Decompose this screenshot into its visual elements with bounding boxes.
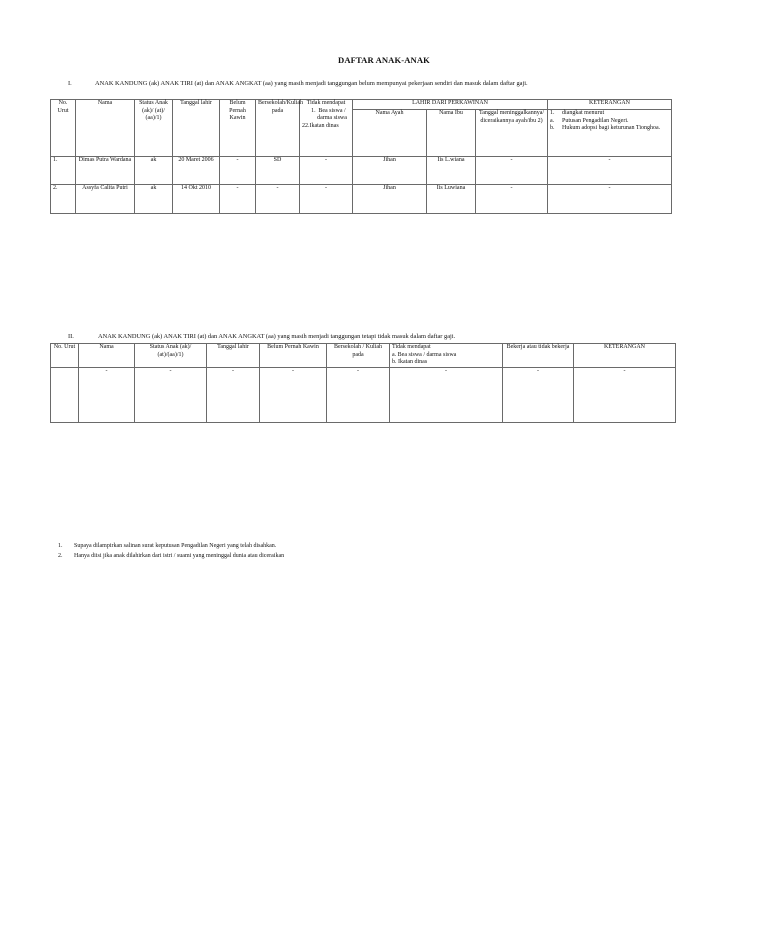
header2-no-urut: No. Urut <box>51 344 79 368</box>
header-nama-ibu: Nama Ibu <box>427 110 476 157</box>
row2-1-nama: - <box>79 367 135 422</box>
header-tidak-mendapat-label: Tidak mendapat <box>306 100 346 106</box>
row2-1-no <box>51 367 79 422</box>
header2-status-anak: Status Anak (ak)/ (at)/(aa)/1) <box>135 344 207 368</box>
table-row <box>51 185 672 214</box>
header-tidak-mendapat-item-2: 22.Ikatan dinas <box>302 122 339 129</box>
row-1-nama-ayah: Jihan <box>353 157 427 185</box>
row-1-belum-kawin: - <box>220 157 256 185</box>
header-keterangan-list <box>548 110 672 157</box>
section-1-heading-text: ANAK KANDUNG (ak) ANAK TIRI (at) dan ANAK ANGKAT (aa) yang masih menjadi tanggungan belum mempunyai pekerjaan sendiri dan masuk dalam daftar gaji. <box>95 80 528 87</box>
footnote-1-text: Supaya dilampirkan salinan surat keputusan Pengadilan Negeri yang telah disahkan. <box>74 543 277 549</box>
header2-tidak-mendapat-b: b. Ikatan dinas <box>392 359 428 365</box>
footnote-2 <box>58 551 284 561</box>
section-1-heading <box>68 80 528 87</box>
row-1-tanggal-lahir: 20 Maret 2006 <box>173 157 220 185</box>
row2-1-status: - <box>135 367 207 422</box>
header-keterangan: KETERANGAN <box>548 100 672 110</box>
header-nama-ayah: Nama Ayah <box>353 110 427 157</box>
row-1-status: ak <box>135 157 173 185</box>
row-1-tidak-mendapat: - <box>300 157 353 185</box>
row2-1-tidak-mendapat: - <box>390 367 503 422</box>
header2-tanggal-lahir: Tanggal lahir <box>207 344 260 368</box>
header2-nama: Nama <box>79 344 135 368</box>
header2-keterangan: KETERANGAN <box>574 344 676 368</box>
row-2-tidak-mendapat: - <box>300 185 353 214</box>
header-tidak-mendapat <box>300 100 353 157</box>
header2-tidak-mendapat <box>390 344 503 368</box>
row-1-no: 1. <box>51 157 76 185</box>
header-belum-pernah-kawin: Belum Pernah Kawin <box>220 100 256 157</box>
header2-bekerja: Bekerja atau tidak bekerja <box>503 344 574 368</box>
header2-belum-pernah-kawin: Belum Pernah Kawin <box>260 344 327 368</box>
section-2-number: II. <box>68 333 74 340</box>
keterangan-item-a: a. Putusan Pengadilan Negeri. <box>550 117 629 124</box>
table-section-1 <box>50 99 672 214</box>
row2-1-keterangan: - <box>574 367 676 422</box>
row-2-keterangan: - <box>548 185 672 214</box>
footnote-1-number: 1. <box>58 543 63 549</box>
section-1-number: I. <box>68 80 72 87</box>
row-2-nama-ibu: Iis Luwiana <box>427 185 476 214</box>
row-2-bersekolah: - <box>256 185 300 214</box>
keterangan-item-1: 1. diangkat menurut <box>550 110 605 116</box>
row2-1-bekerja: - <box>503 367 574 422</box>
table-row <box>51 157 672 185</box>
section-2-heading-text: ANAK KANDUNG (ak) ANAK TIRI (at) dan ANAK ANGKAT (aa) yang masih menjadi tanggungan tetapi tidak masuk dalam daftar gaji. <box>98 333 456 340</box>
footnote-2-number: 2. <box>58 553 63 559</box>
footnote-2-text: Hanya diisi jika anak dilahirkan dari istri / suami yang meninggal dunia atau diceraikan <box>74 553 285 559</box>
header2-bersekolah: Bersekolah / Kuliah pada <box>327 344 390 368</box>
table-row <box>51 367 676 422</box>
row-2-nama-ayah: Jihan <box>353 185 427 214</box>
row-1-tanggal-meninggal: - <box>476 157 548 185</box>
section-2-heading <box>68 333 455 340</box>
footnote-1 <box>58 541 284 551</box>
row2-1-belum-kawin: - <box>260 367 327 422</box>
row-2-nama: Assyfa Calita Putri <box>76 185 135 214</box>
row-2-tanggal-meninggal: - <box>476 185 548 214</box>
header2-tidak-mendapat-a: a. Bea siswa / darma siswa <box>392 351 457 358</box>
row-1-nama-ibu: Iis L.wiana <box>427 157 476 185</box>
header-nama: Nama <box>76 100 135 157</box>
header-tanggal-meninggal: Tanggal meninggalkannya/ diceraikannya ayah/ibu 2) <box>476 110 548 157</box>
row-1-bersekolah: SD <box>256 157 300 185</box>
row-2-tanggal-lahir: 14 Okt 2010 <box>173 185 220 214</box>
keterangan-item-b: b. Hukum adopsi bagi keturunan Tionghoa. <box>550 125 661 131</box>
header-tanggal-lahir: Tanggal lahir <box>173 100 220 157</box>
row2-1-bersekolah: - <box>327 367 390 422</box>
header-tidak-mendapat-item-1: 1. Bea siswa / darma siswa <box>311 107 347 121</box>
footnotes <box>58 541 284 561</box>
header-status-anak: Status Anak (ak)/ (at)/ (aa)/1) <box>135 100 173 157</box>
page-title: DAFTAR ANAK-ANAK <box>338 55 430 65</box>
row-1-nama: Dimas Putra Wardana <box>76 157 135 185</box>
header-bersekolah: Bersekolah/Kuliah pada <box>256 100 300 157</box>
row-2-no: 2. <box>51 185 76 214</box>
row2-1-tanggal-lahir: - <box>207 367 260 422</box>
table-section-2 <box>50 343 676 423</box>
header-lahir-dari-perkawinan: LAHIR DARI PERKAWINAN <box>353 100 548 110</box>
row-1-keterangan: - <box>548 157 672 185</box>
row-2-status: ak <box>135 185 173 214</box>
row-2-belum-kawin: - <box>220 185 256 214</box>
header2-tidak-mendapat-label: Tidak mendapat <box>392 344 431 350</box>
header-no-urut: No. Urut <box>51 100 76 157</box>
